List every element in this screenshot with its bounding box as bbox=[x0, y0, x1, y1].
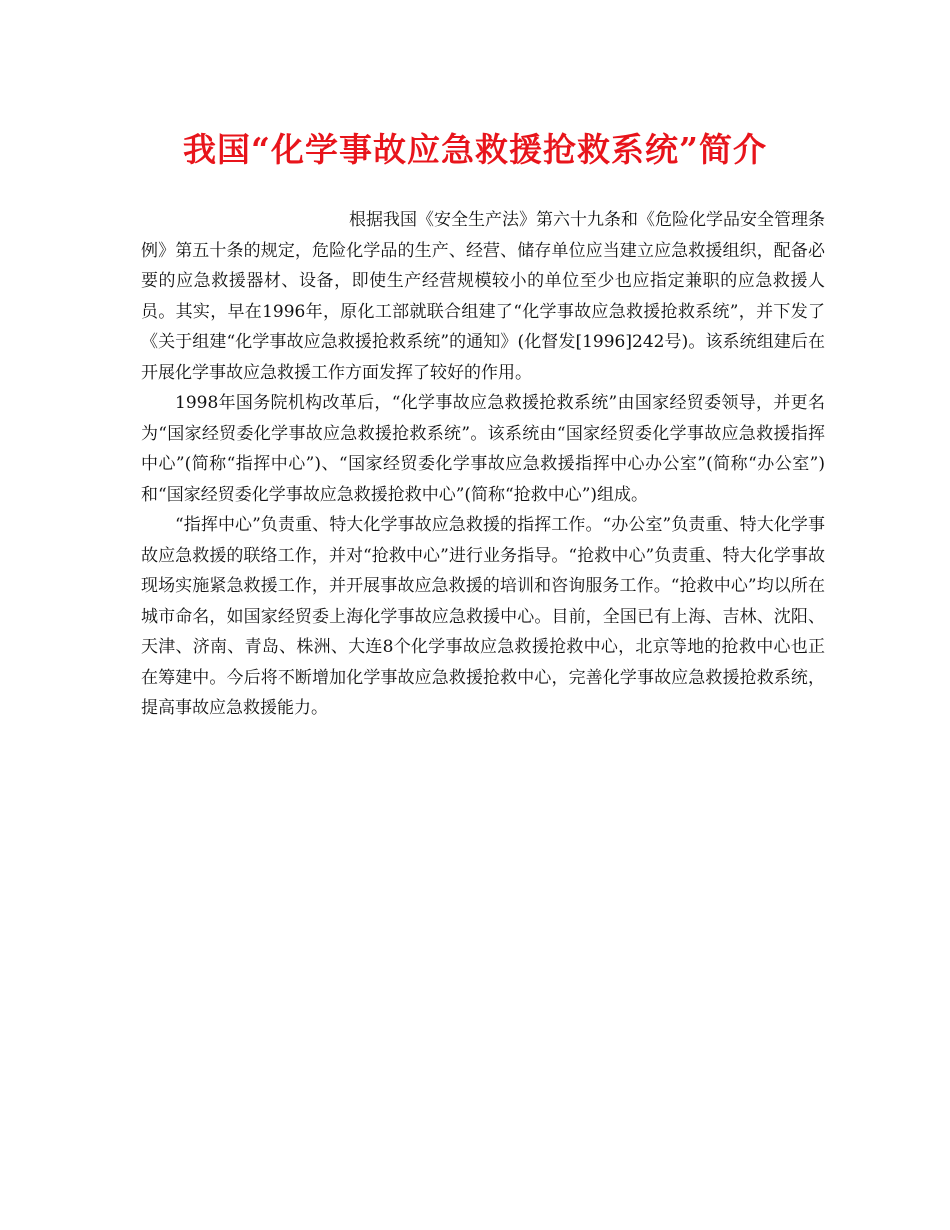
document-title: 我国“化学事故应急救援抢救系统”简介 bbox=[183, 130, 767, 169]
paragraph-2: 1998年国务院机构改革后，“化学事故应急救援抢救系统”由国家经贸委领导，并更名为“国家经贸委化学事故应急救援抢救系统”。该系统由“国家经贸委化学事故应急救援指挥中心”(简称“指挥中心”)、“国家经贸委化学事故应急救援指挥中心办公室”(简称“办公室”)和“国家经贸委化学事故应急救援抢救中心”(简称“抢救中心”)组成。 bbox=[141, 393, 825, 505]
paragraph-3: “指挥中心”负责重、特大化学事故应急救援的指挥工作。“办公室”负责重、特大化学事故应急救援的联络工作，并对“抢救中心”进行业务指导。“抢救中心”负责重、特大化学事故现场实施紧急救援工作，并开展事故应急救援的培训和咨询服务工作。“抢救中心”均以所在城市命名，如国家经贸委上海化学事故应急救援中心。目前，全国已有上海、吉林、沈阳、天津、济南、青岛、株洲、大连8个化学事故应急救援抢救中心，北京等地的抢救中心也正在筹建中。今后将不断增加化学事故应急救援抢救中心，完善化学事故应急救援抢救系统，提高事故应急救援能力。 bbox=[141, 515, 825, 718]
document-body bbox=[141, 205, 825, 724]
paragraph-1: 根据我国《安全生产法》第六十九条和《危险化学品安全管理条例》第五十条的规定，危险化学品的生产、经营、储存单位应当建立应急救援组织，配备必要的应急救援器材、设备，即使生产经营规模较小的单位至少也应指定兼职的应急救援人员。其实，早在1996年，原化工部就联合组建了“化学事故应急救援抢救系统”，并下发了《关于组建“化学事故应急救援抢救系统”的通知》(化督发[1996]242号)。该系统组建后在开展化学事故应急救援工作方面发挥了较好的作用。 bbox=[141, 210, 825, 383]
